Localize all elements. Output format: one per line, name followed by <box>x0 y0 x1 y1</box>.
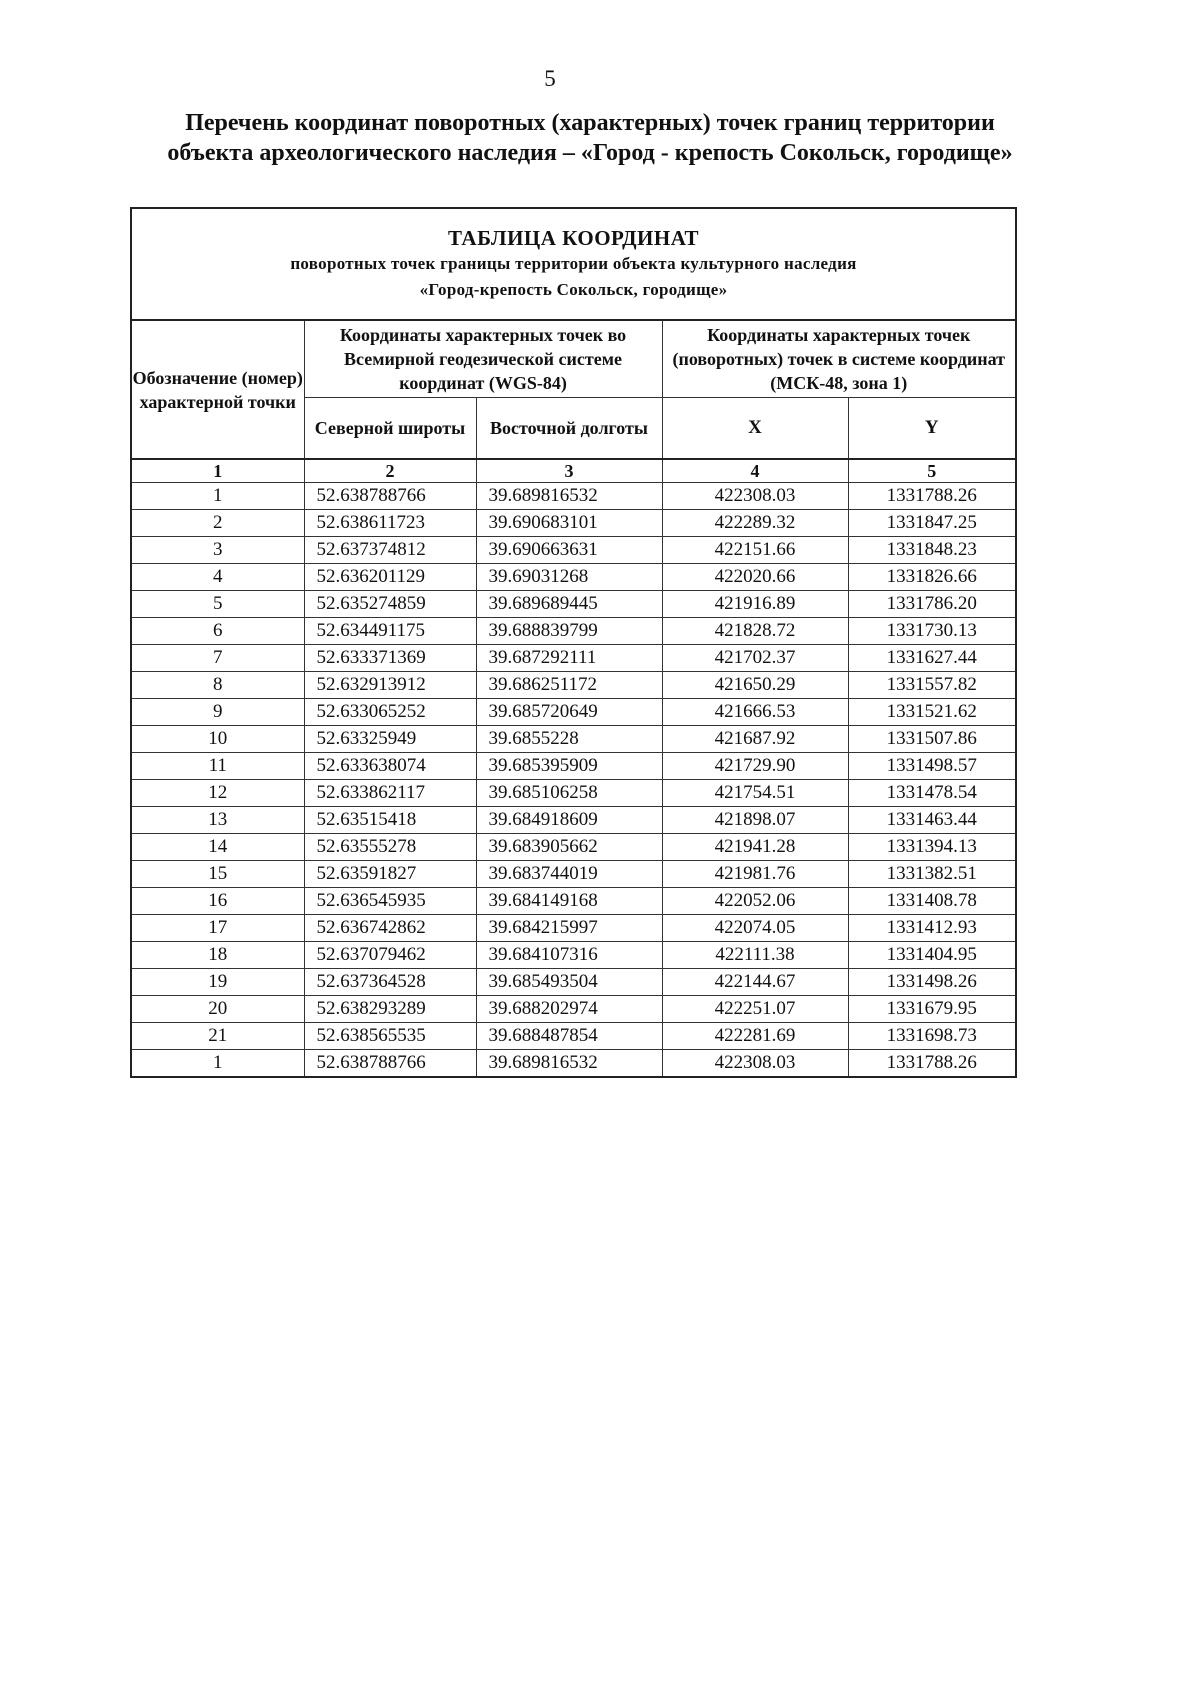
longitude-cell: 39.688839799 <box>476 618 662 645</box>
latitude-cell: 52.633371369 <box>304 645 476 672</box>
latitude-cell: 52.637364528 <box>304 969 476 996</box>
table-row <box>131 807 1016 834</box>
longitude-cell: 39.685395909 <box>476 753 662 780</box>
table-row <box>131 888 1016 915</box>
y-coordinate-cell: 1331788.26 <box>848 1050 1016 1078</box>
point-number-cell: 17 <box>131 915 304 942</box>
latitude-cell: 52.637079462 <box>304 942 476 969</box>
latitude-cell: 52.637374812 <box>304 537 476 564</box>
table-row <box>131 672 1016 699</box>
x-coordinate-cell: 421687.92 <box>662 726 848 753</box>
table-row <box>131 645 1016 672</box>
y-coordinate-cell: 1331507.86 <box>848 726 1016 753</box>
longitude-cell: 39.690683101 <box>476 510 662 537</box>
y-coordinate-cell: 1331848.23 <box>848 537 1016 564</box>
x-coordinate-cell: 421650.29 <box>662 672 848 699</box>
longitude-cell: 39.684149168 <box>476 888 662 915</box>
table-caption-line-1: поворотных точек границы территории объекта культурного наследия <box>290 254 857 273</box>
header-longitude: Восточной долготы <box>476 398 662 460</box>
table-row <box>131 699 1016 726</box>
longitude-cell: 39.690663631 <box>476 537 662 564</box>
document-title-line-1: Перечень координат поворотных (характерных) точек границ территории <box>185 110 995 136</box>
y-coordinate-cell: 1331404.95 <box>848 942 1016 969</box>
longitude-cell: 39.689816532 <box>476 483 662 510</box>
y-coordinate-cell: 1331679.95 <box>848 996 1016 1023</box>
table-row <box>131 915 1016 942</box>
longitude-cell: 39.684107316 <box>476 942 662 969</box>
header-x: X <box>662 398 848 460</box>
table-caption-title: ТАБЛИЦА КООРДИНАТ <box>447 226 700 250</box>
table-row <box>131 510 1016 537</box>
longitude-cell: 39.69031268 <box>476 564 662 591</box>
x-coordinate-cell: 422074.05 <box>662 915 848 942</box>
latitude-cell: 52.635274859 <box>304 591 476 618</box>
table-row <box>131 1050 1016 1078</box>
table-row <box>131 942 1016 969</box>
y-coordinate-cell: 1331826.66 <box>848 564 1016 591</box>
y-coordinate-cell: 1331408.78 <box>848 888 1016 915</box>
point-number-cell: 13 <box>131 807 304 834</box>
x-coordinate-cell: 421666.53 <box>662 699 848 726</box>
y-coordinate-cell: 1331498.57 <box>848 753 1016 780</box>
latitude-cell: 52.63591827 <box>304 861 476 888</box>
x-coordinate-cell: 422281.69 <box>662 1023 848 1050</box>
y-coordinate-cell: 1331394.13 <box>848 834 1016 861</box>
x-coordinate-cell: 422308.03 <box>662 1050 848 1078</box>
x-coordinate-cell: 422151.66 <box>662 537 848 564</box>
y-coordinate-cell: 1331478.54 <box>848 780 1016 807</box>
latitude-cell: 52.636742862 <box>304 915 476 942</box>
y-coordinate-cell: 1331698.73 <box>848 1023 1016 1050</box>
x-coordinate-cell: 421898.07 <box>662 807 848 834</box>
document-title <box>90 108 1090 168</box>
table-row <box>131 483 1016 510</box>
latitude-cell: 52.634491175 <box>304 618 476 645</box>
header-point-designation: Обозначение (номер) характерной точки <box>131 320 304 459</box>
point-number-cell: 11 <box>131 753 304 780</box>
y-coordinate-cell: 1331557.82 <box>848 672 1016 699</box>
coordinates-table <box>130 207 1017 1078</box>
page-number: 5 <box>544 66 556 91</box>
y-coordinate-cell: 1331786.20 <box>848 591 1016 618</box>
document-title-line-2: объекта археологического наследия – «Город - крепость Сокольск, городище» <box>167 140 1013 166</box>
point-number-cell: 20 <box>131 996 304 1023</box>
longitude-cell: 39.689816532 <box>476 1050 662 1078</box>
y-coordinate-cell: 1331847.25 <box>848 510 1016 537</box>
latitude-cell: 52.638788766 <box>304 483 476 510</box>
y-coordinate-cell: 1331412.93 <box>848 915 1016 942</box>
point-number-cell: 7 <box>131 645 304 672</box>
table-row <box>131 780 1016 807</box>
latitude-cell: 52.638293289 <box>304 996 476 1023</box>
point-number-cell: 2 <box>131 510 304 537</box>
point-number-cell: 6 <box>131 618 304 645</box>
latitude-cell: 52.638788766 <box>304 1050 476 1078</box>
header-latitude: Северной широты <box>304 398 476 460</box>
point-number-cell: 21 <box>131 1023 304 1050</box>
latitude-cell: 52.63515418 <box>304 807 476 834</box>
table-caption <box>131 208 1016 320</box>
point-number-cell: 19 <box>131 969 304 996</box>
y-coordinate-cell: 1331788.26 <box>848 483 1016 510</box>
longitude-cell: 39.688202974 <box>476 996 662 1023</box>
table-row <box>131 618 1016 645</box>
header-wgs84: Координаты характерных точек во Всемирной геодезической системе координат (WGS-84) <box>304 320 662 398</box>
x-coordinate-cell: 422111.38 <box>662 942 848 969</box>
x-coordinate-cell: 422144.67 <box>662 969 848 996</box>
point-number-cell: 1 <box>131 483 304 510</box>
x-coordinate-cell: 422020.66 <box>662 564 848 591</box>
table-row <box>131 969 1016 996</box>
longitude-cell: 39.686251172 <box>476 672 662 699</box>
longitude-cell: 39.684215997 <box>476 915 662 942</box>
y-coordinate-cell: 1331730.13 <box>848 618 1016 645</box>
y-coordinate-cell: 1331498.26 <box>848 969 1016 996</box>
point-number-cell: 10 <box>131 726 304 753</box>
x-coordinate-cell: 422308.03 <box>662 483 848 510</box>
table-row <box>131 753 1016 780</box>
longitude-cell: 39.685493504 <box>476 969 662 996</box>
x-coordinate-cell: 421941.28 <box>662 834 848 861</box>
latitude-cell: 52.636201129 <box>304 564 476 591</box>
point-number-cell: 14 <box>131 834 304 861</box>
column-number: 1 <box>131 459 304 483</box>
y-coordinate-cell: 1331463.44 <box>848 807 1016 834</box>
x-coordinate-cell: 421754.51 <box>662 780 848 807</box>
latitude-cell: 52.638565535 <box>304 1023 476 1050</box>
longitude-cell: 39.683744019 <box>476 861 662 888</box>
point-number-cell: 5 <box>131 591 304 618</box>
latitude-cell: 52.633065252 <box>304 699 476 726</box>
x-coordinate-cell: 421702.37 <box>662 645 848 672</box>
x-coordinate-cell: 421729.90 <box>662 753 848 780</box>
point-number-cell: 16 <box>131 888 304 915</box>
longitude-cell: 39.6855228 <box>476 726 662 753</box>
latitude-cell: 52.63555278 <box>304 834 476 861</box>
x-coordinate-cell: 421916.89 <box>662 591 848 618</box>
header-y: Y <box>848 398 1016 460</box>
latitude-cell: 52.633638074 <box>304 753 476 780</box>
longitude-cell: 39.685720649 <box>476 699 662 726</box>
table-row <box>131 861 1016 888</box>
point-number-cell: 12 <box>131 780 304 807</box>
point-number-cell: 15 <box>131 861 304 888</box>
longitude-cell: 39.685106258 <box>476 780 662 807</box>
point-number-cell: 1 <box>131 1050 304 1078</box>
table-row <box>131 537 1016 564</box>
table-body <box>131 483 1016 1078</box>
latitude-cell: 52.632913912 <box>304 672 476 699</box>
point-number-cell: 4 <box>131 564 304 591</box>
y-coordinate-cell: 1331521.62 <box>848 699 1016 726</box>
y-coordinate-cell: 1331627.44 <box>848 645 1016 672</box>
x-coordinate-cell: 422251.07 <box>662 996 848 1023</box>
latitude-cell: 52.636545935 <box>304 888 476 915</box>
longitude-cell: 39.688487854 <box>476 1023 662 1050</box>
longitude-cell: 39.687292111 <box>476 645 662 672</box>
table-row <box>131 1023 1016 1050</box>
column-number: 2 <box>304 459 476 483</box>
point-number-cell: 8 <box>131 672 304 699</box>
column-number: 3 <box>476 459 662 483</box>
x-coordinate-cell: 421828.72 <box>662 618 848 645</box>
table-row <box>131 726 1016 753</box>
longitude-cell: 39.684918609 <box>476 807 662 834</box>
latitude-cell: 52.633862117 <box>304 780 476 807</box>
latitude-cell: 52.638611723 <box>304 510 476 537</box>
y-coordinate-cell: 1331382.51 <box>848 861 1016 888</box>
latitude-cell: 52.63325949 <box>304 726 476 753</box>
x-coordinate-cell: 422289.32 <box>662 510 848 537</box>
table-row <box>131 564 1016 591</box>
point-number-cell: 3 <box>131 537 304 564</box>
column-number-row <box>131 459 1016 483</box>
table-caption-line-2: «Город-крепость Сокольск, городище» <box>419 280 728 299</box>
x-coordinate-cell: 422052.06 <box>662 888 848 915</box>
point-number-cell: 9 <box>131 699 304 726</box>
longitude-cell: 39.683905662 <box>476 834 662 861</box>
longitude-cell: 39.689689445 <box>476 591 662 618</box>
table-row <box>131 591 1016 618</box>
column-number: 5 <box>848 459 1016 483</box>
table-row <box>131 996 1016 1023</box>
x-coordinate-cell: 421981.76 <box>662 861 848 888</box>
column-number: 4 <box>662 459 848 483</box>
point-number-cell: 18 <box>131 942 304 969</box>
header-msk48: Координаты характерных точек (поворотных) точек в системе координат (МСК-48, зона 1) <box>662 320 1016 398</box>
table-row <box>131 834 1016 861</box>
